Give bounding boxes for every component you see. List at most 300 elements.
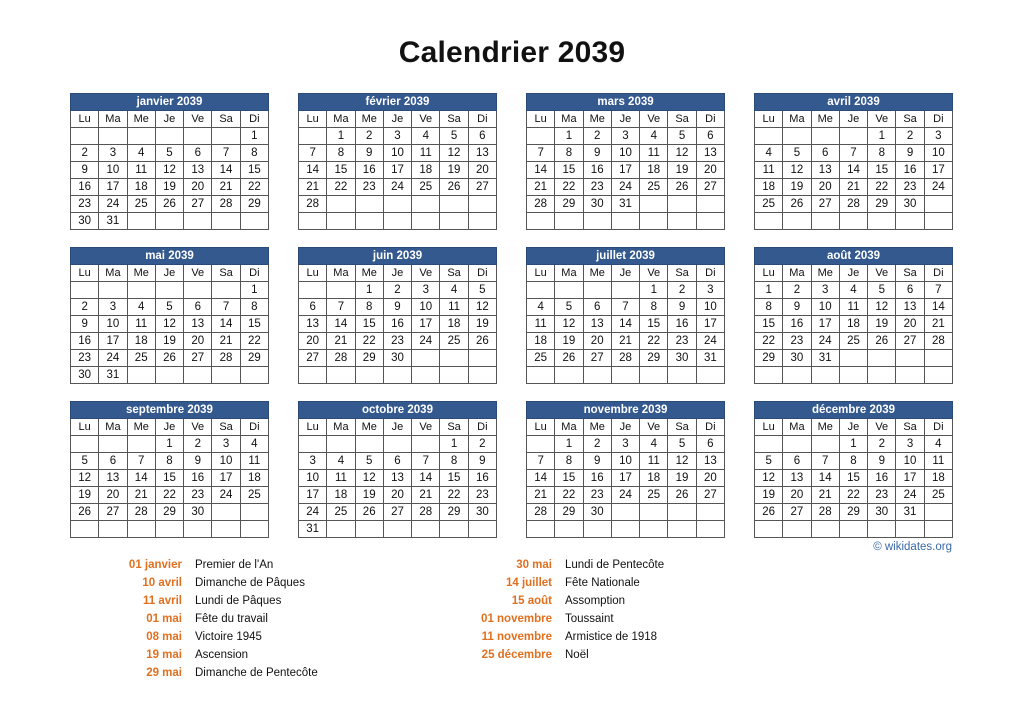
day-cell [527, 521, 555, 538]
day-cell: 19 [868, 316, 896, 333]
day-cell [71, 282, 99, 299]
weekday-label: Ma [555, 265, 583, 282]
day-cell: 31 [696, 350, 724, 367]
day-cell: 29 [240, 350, 268, 367]
day-cell: 9 [468, 453, 496, 470]
holiday-date: 30 mai [516, 559, 552, 571]
day-cell: 31 [811, 350, 839, 367]
day-cell: 19 [71, 487, 99, 504]
day-cell: 4 [127, 145, 155, 162]
day-cell: 10 [99, 162, 127, 179]
day-cell: 2 [383, 282, 411, 299]
day-cell: 4 [127, 299, 155, 316]
weekday-label: Je [155, 419, 183, 436]
day-cell: 6 [184, 145, 212, 162]
day-cell: 22 [640, 333, 668, 350]
day-cell [868, 213, 896, 230]
day-cell [527, 213, 555, 230]
day-cell: 14 [212, 316, 240, 333]
weekday-label: Me [583, 111, 611, 128]
day-cell [527, 282, 555, 299]
day-cell: 6 [583, 299, 611, 316]
holiday-date: 14 juillet [505, 577, 552, 589]
day-cell: 30 [184, 504, 212, 521]
day-cell [896, 367, 924, 384]
day-cell [640, 521, 668, 538]
day-cell: 20 [299, 333, 327, 350]
day-cell [555, 521, 583, 538]
holiday-date: 15 août [511, 595, 552, 607]
month-header: avril 2039 [755, 94, 953, 111]
day-cell: 1 [240, 282, 268, 299]
month-header: juin 2039 [299, 248, 497, 265]
day-cell: 19 [783, 179, 811, 196]
day-cell [783, 367, 811, 384]
day-cell: 25 [640, 179, 668, 196]
day-cell: 12 [468, 299, 496, 316]
day-cell: 26 [155, 196, 183, 213]
day-cell: 28 [212, 196, 240, 213]
month-calendar [298, 93, 497, 230]
weekday-label: Ve [868, 111, 896, 128]
day-cell: 14 [527, 470, 555, 487]
day-cell: 1 [755, 282, 783, 299]
day-cell: 17 [383, 162, 411, 179]
day-cell: 21 [811, 487, 839, 504]
day-cell [327, 196, 355, 213]
day-cell: 2 [468, 436, 496, 453]
day-cell: 22 [240, 333, 268, 350]
day-cell [355, 367, 383, 384]
day-cell: 23 [355, 179, 383, 196]
day-cell [468, 521, 496, 538]
day-cell: 30 [71, 367, 99, 384]
day-cell: 24 [924, 179, 952, 196]
day-cell [527, 436, 555, 453]
day-cell: 16 [668, 316, 696, 333]
month-calendar [70, 93, 269, 230]
day-cell: 28 [412, 504, 440, 521]
day-cell [468, 367, 496, 384]
day-cell [868, 367, 896, 384]
day-cell: 21 [924, 316, 952, 333]
day-cell: 18 [640, 470, 668, 487]
day-cell: 11 [127, 162, 155, 179]
day-cell [611, 504, 639, 521]
day-cell: 24 [611, 179, 639, 196]
day-cell: 28 [527, 196, 555, 213]
day-cell: 6 [299, 299, 327, 316]
weekday-label: Di [240, 111, 268, 128]
day-cell: 15 [155, 470, 183, 487]
holiday-name: Fête Nationale [565, 577, 640, 589]
day-cell [327, 213, 355, 230]
weekday-label: Di [696, 419, 724, 436]
day-cell: 16 [71, 179, 99, 196]
day-cell: 28 [611, 350, 639, 367]
day-cell [668, 367, 696, 384]
month-header: juillet 2039 [527, 248, 725, 265]
month-header: février 2039 [299, 94, 497, 111]
day-cell [327, 282, 355, 299]
day-cell: 15 [555, 470, 583, 487]
day-cell [811, 213, 839, 230]
day-cell: 21 [212, 179, 240, 196]
weekday-label: Ma [327, 419, 355, 436]
holiday-name: Toussaint [565, 613, 614, 625]
day-cell: 16 [896, 162, 924, 179]
day-cell: 20 [468, 162, 496, 179]
day-cell [299, 367, 327, 384]
day-cell [383, 196, 411, 213]
day-cell: 22 [839, 487, 867, 504]
day-cell: 21 [299, 179, 327, 196]
day-cell [555, 367, 583, 384]
day-cell [755, 521, 783, 538]
weekday-label: Je [839, 419, 867, 436]
day-cell: 29 [155, 504, 183, 521]
day-cell: 29 [839, 504, 867, 521]
day-cell [896, 521, 924, 538]
day-cell [924, 504, 952, 521]
day-cell: 26 [868, 333, 896, 350]
day-cell: 3 [412, 282, 440, 299]
day-cell: 14 [327, 316, 355, 333]
day-cell: 10 [412, 299, 440, 316]
day-cell: 5 [668, 436, 696, 453]
day-cell: 20 [583, 333, 611, 350]
day-cell [212, 367, 240, 384]
day-cell: 13 [468, 145, 496, 162]
holiday-date: 29 mai [146, 667, 182, 679]
weekday-label: Me [811, 111, 839, 128]
day-cell: 1 [640, 282, 668, 299]
day-cell: 11 [640, 145, 668, 162]
day-cell: 3 [611, 128, 639, 145]
weekday-label: Ve [412, 265, 440, 282]
day-cell: 15 [555, 162, 583, 179]
month-header: mars 2039 [527, 94, 725, 111]
day-cell: 26 [783, 196, 811, 213]
day-cell: 1 [440, 436, 468, 453]
day-cell: 6 [783, 453, 811, 470]
day-cell [412, 521, 440, 538]
day-cell: 27 [468, 179, 496, 196]
day-cell: 16 [783, 316, 811, 333]
day-cell: 17 [412, 316, 440, 333]
day-cell: 15 [640, 316, 668, 333]
day-cell: 13 [783, 470, 811, 487]
day-cell: 10 [383, 145, 411, 162]
day-cell: 19 [155, 179, 183, 196]
holiday-name: Ascension [195, 649, 249, 661]
day-cell: 28 [527, 504, 555, 521]
day-cell: 13 [696, 145, 724, 162]
day-cell: 23 [184, 487, 212, 504]
day-cell: 24 [412, 333, 440, 350]
day-cell [839, 350, 867, 367]
day-cell [896, 350, 924, 367]
day-cell: 19 [355, 487, 383, 504]
day-cell: 23 [468, 487, 496, 504]
day-cell: 19 [668, 470, 696, 487]
day-cell: 22 [555, 487, 583, 504]
day-cell [896, 213, 924, 230]
day-cell: 30 [668, 350, 696, 367]
month-header: octobre 2039 [299, 402, 497, 419]
day-cell: 26 [755, 504, 783, 521]
day-cell [383, 436, 411, 453]
day-cell: 30 [383, 350, 411, 367]
day-cell [240, 504, 268, 521]
day-cell: 22 [440, 487, 468, 504]
holiday-date: 01 novembre [481, 613, 552, 625]
holiday-date: 11 avril [142, 595, 182, 607]
day-cell: 26 [355, 504, 383, 521]
day-cell: 25 [924, 487, 952, 504]
day-cell: 27 [896, 333, 924, 350]
weekday-label: Me [355, 265, 383, 282]
day-cell: 31 [99, 213, 127, 230]
weekday-label: Di [924, 419, 952, 436]
day-cell [155, 521, 183, 538]
month-calendar [754, 247, 953, 384]
day-cell: 14 [127, 470, 155, 487]
day-cell: 29 [755, 350, 783, 367]
day-cell: 28 [811, 504, 839, 521]
day-cell: 1 [240, 128, 268, 145]
day-cell: 26 [71, 504, 99, 521]
day-cell: 7 [212, 299, 240, 316]
day-cell [696, 504, 724, 521]
day-cell: 10 [99, 316, 127, 333]
day-cell: 24 [696, 333, 724, 350]
day-cell [299, 436, 327, 453]
day-cell: 24 [611, 487, 639, 504]
day-cell: 16 [184, 470, 212, 487]
day-cell: 1 [355, 282, 383, 299]
day-cell [383, 213, 411, 230]
day-cell: 7 [412, 453, 440, 470]
weekday-label: Sa [440, 265, 468, 282]
weekday-label: Di [468, 265, 496, 282]
day-cell: 11 [527, 316, 555, 333]
day-cell: 13 [383, 470, 411, 487]
day-cell: 13 [696, 453, 724, 470]
day-cell: 25 [527, 350, 555, 367]
day-cell: 18 [924, 470, 952, 487]
day-cell [127, 282, 155, 299]
day-cell: 28 [839, 196, 867, 213]
day-cell: 8 [240, 299, 268, 316]
day-cell: 15 [355, 316, 383, 333]
day-cell: 6 [383, 453, 411, 470]
day-cell: 25 [412, 179, 440, 196]
day-cell: 6 [184, 299, 212, 316]
day-cell [811, 436, 839, 453]
day-cell: 12 [668, 145, 696, 162]
day-cell: 18 [640, 162, 668, 179]
day-cell: 9 [355, 145, 383, 162]
holiday-name: Lundi de Pentecôte [565, 559, 665, 571]
day-cell: 20 [184, 179, 212, 196]
day-cell: 2 [583, 128, 611, 145]
day-cell: 20 [783, 487, 811, 504]
day-cell: 25 [755, 196, 783, 213]
day-cell: 16 [868, 470, 896, 487]
day-cell [299, 282, 327, 299]
weekday-label: Lu [71, 111, 99, 128]
day-cell: 5 [468, 282, 496, 299]
day-cell: 10 [811, 299, 839, 316]
day-cell: 3 [611, 436, 639, 453]
day-cell [71, 128, 99, 145]
weekday-label: Me [127, 265, 155, 282]
holiday-name: Premier de l'An [195, 559, 274, 571]
day-cell: 11 [127, 316, 155, 333]
day-cell: 9 [583, 145, 611, 162]
month-calendar [70, 401, 269, 538]
weekday-label: Me [811, 265, 839, 282]
day-cell: 18 [839, 316, 867, 333]
day-cell: 17 [896, 470, 924, 487]
day-cell: 9 [383, 299, 411, 316]
day-cell: 10 [924, 145, 952, 162]
weekday-label: Ve [184, 419, 212, 436]
day-cell [440, 367, 468, 384]
day-cell [668, 521, 696, 538]
holiday-name: Lundi de Pâques [195, 595, 282, 607]
day-cell [839, 213, 867, 230]
day-cell [611, 521, 639, 538]
weekday-label: Lu [71, 419, 99, 436]
day-cell: 8 [640, 299, 668, 316]
day-cell [212, 521, 240, 538]
day-cell: 9 [868, 453, 896, 470]
weekday-label: Ma [783, 419, 811, 436]
day-cell: 6 [811, 145, 839, 162]
day-cell [240, 213, 268, 230]
weekday-label: Je [155, 111, 183, 128]
day-cell: 30 [868, 504, 896, 521]
day-cell: 4 [527, 299, 555, 316]
day-cell [299, 128, 327, 145]
day-cell: 5 [155, 299, 183, 316]
day-cell [99, 521, 127, 538]
day-cell: 23 [583, 487, 611, 504]
day-cell [184, 282, 212, 299]
day-cell: 20 [811, 179, 839, 196]
day-cell [99, 128, 127, 145]
weekday-label: Je [839, 265, 867, 282]
day-cell: 8 [755, 299, 783, 316]
day-cell: 22 [155, 487, 183, 504]
day-cell: 30 [71, 213, 99, 230]
weekday-label: Je [611, 419, 639, 436]
day-cell: 26 [155, 350, 183, 367]
day-cell: 27 [583, 350, 611, 367]
weekday-label: Sa [668, 111, 696, 128]
day-cell [868, 350, 896, 367]
day-cell: 17 [611, 162, 639, 179]
day-cell [240, 521, 268, 538]
month-header: septembre 2039 [71, 402, 269, 419]
day-cell [355, 196, 383, 213]
holiday-date: 08 mai [146, 631, 182, 643]
day-cell: 14 [924, 299, 952, 316]
day-cell: 12 [355, 470, 383, 487]
day-cell [327, 436, 355, 453]
holiday-name: Victoire 1945 [195, 631, 262, 643]
day-cell: 9 [668, 299, 696, 316]
day-cell: 27 [184, 350, 212, 367]
holiday-name: Dimanche de Pâques [195, 577, 305, 589]
day-cell: 7 [839, 145, 867, 162]
holiday-date: 11 novembre [481, 631, 552, 643]
day-cell [383, 521, 411, 538]
day-cell: 15 [868, 162, 896, 179]
day-cell [611, 282, 639, 299]
holiday-date: 01 mai [146, 613, 182, 625]
day-cell: 13 [184, 316, 212, 333]
day-cell: 25 [327, 504, 355, 521]
day-cell: 2 [868, 436, 896, 453]
day-cell [155, 213, 183, 230]
day-cell: 4 [839, 282, 867, 299]
day-cell: 4 [440, 282, 468, 299]
weekday-label: Ve [184, 265, 212, 282]
day-cell [868, 521, 896, 538]
day-cell: 6 [468, 128, 496, 145]
day-cell: 4 [755, 145, 783, 162]
day-cell: 19 [668, 162, 696, 179]
day-cell: 13 [184, 162, 212, 179]
day-cell: 12 [555, 316, 583, 333]
day-cell: 23 [783, 333, 811, 350]
day-cell: 18 [127, 333, 155, 350]
day-cell: 17 [99, 333, 127, 350]
day-cell: 1 [155, 436, 183, 453]
day-cell: 7 [127, 453, 155, 470]
day-cell [640, 196, 668, 213]
day-cell: 8 [355, 299, 383, 316]
day-cell: 8 [868, 145, 896, 162]
day-cell: 3 [99, 299, 127, 316]
holiday-date: 25 décembre [481, 649, 552, 661]
day-cell: 12 [783, 162, 811, 179]
day-cell: 14 [299, 162, 327, 179]
day-cell: 29 [555, 504, 583, 521]
day-cell: 9 [71, 162, 99, 179]
day-cell: 18 [527, 333, 555, 350]
day-cell: 21 [611, 333, 639, 350]
day-cell: 19 [555, 333, 583, 350]
day-cell: 4 [412, 128, 440, 145]
day-cell [99, 436, 127, 453]
holiday-date: 10 avril [142, 577, 182, 589]
day-cell [468, 196, 496, 213]
day-cell: 16 [583, 470, 611, 487]
weekday-label: Lu [299, 265, 327, 282]
day-cell: 12 [755, 470, 783, 487]
weekday-label: Me [355, 419, 383, 436]
day-cell: 10 [212, 453, 240, 470]
day-cell: 5 [755, 453, 783, 470]
day-cell [696, 521, 724, 538]
weekday-label: Ve [412, 419, 440, 436]
day-cell: 17 [611, 470, 639, 487]
weekday-label: Je [383, 419, 411, 436]
